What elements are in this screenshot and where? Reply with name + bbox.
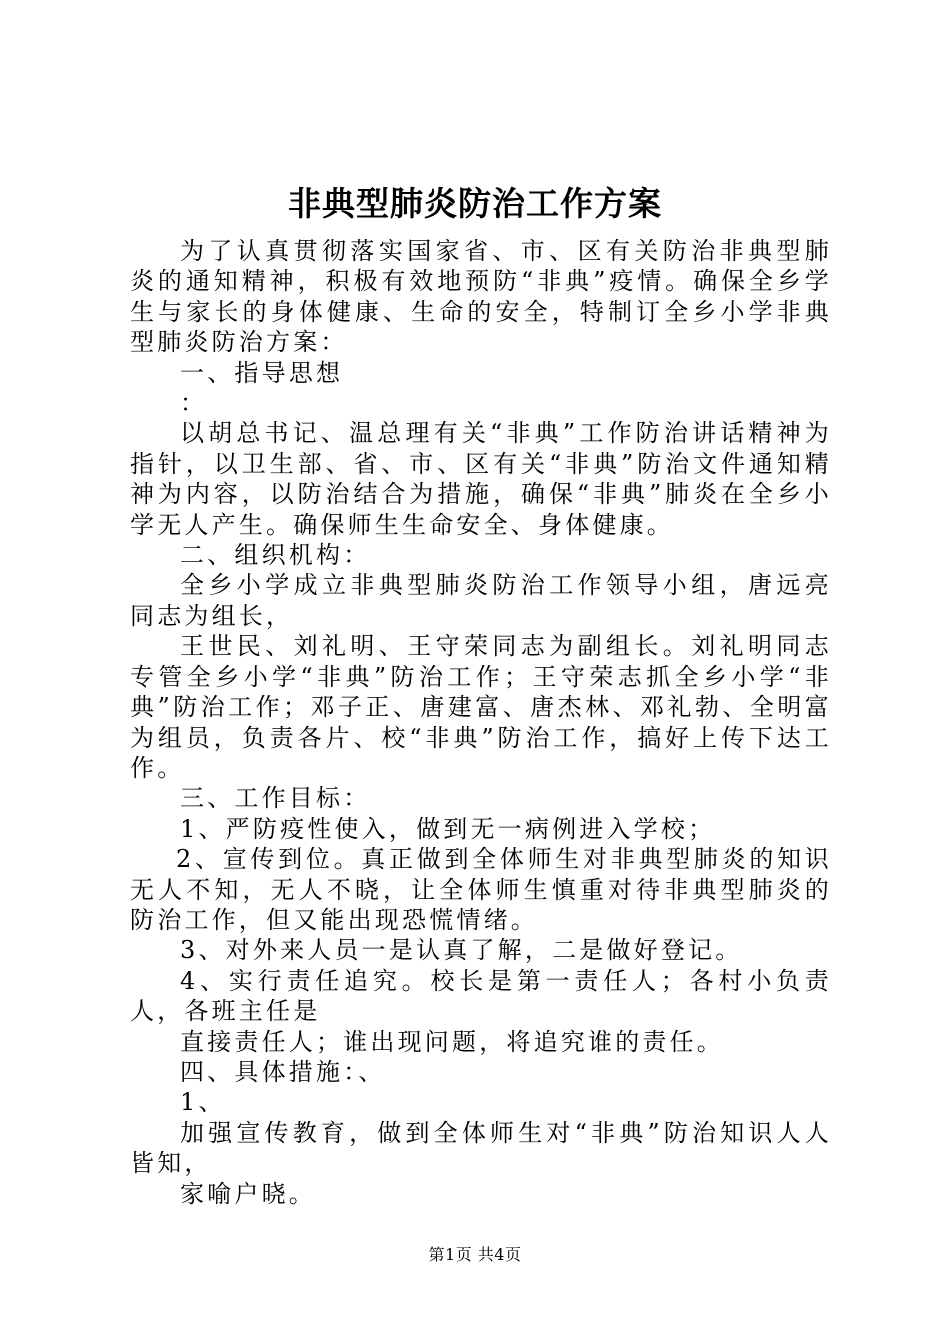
measure-number-1: 1、 [180,1088,226,1117]
paragraph-deputies: 王世民、刘礼明、王守荣同志为副组长。刘礼明同志专管全乡小学“非典”防治工作；王守荣志抓全乡小学“非典”防治工作；邓子正、唐建富、唐杰林、邓礼勃、全明富为组员，负责各片、校“非典”防治工作，搞好上传下达工作。 [130,632,832,782]
goal-item-4-continued: 直接责任人；谁出现问题，将追究谁的责任。 [180,1027,724,1056]
paragraph-colon: ： [180,389,208,418]
measure-item-1: 加强宣传教育，做到全体师生对“非典”防治知识人人皆知， [130,1118,832,1178]
paragraph-leader: 全乡小学成立非典型肺炎防治工作领导小组，唐远亮同志为组长， [130,571,832,630]
heading-measures: 四、具体措施：、 [180,1057,386,1086]
paragraph-guiding-content: 以胡总书记、温总理有关“非典”工作防治讲话精神为指针，以卫生部、省、市、区有关“非典”防治文件通知精神为内容，以防治结合为措施，确保“非典”肺炎在全乡小学无人产生。确保师生生命安全、身体健康。 [130,419,832,539]
measure-item-1-continued: 家喻户晓。 [180,1179,316,1208]
document-title: 非典型肺炎防治工作方案 [288,184,662,223]
goal-item-3: 3、对外来人员一是认真了解，二是做好登记。 [180,936,743,965]
goal-item-1: 1、严防疫性使入，做到无一病例进入学校； [180,814,716,843]
heading-work-goals: 三、工作目标： [180,784,371,813]
goal-item-2: 2、宣传到位。真正做到全体师生对非典型肺炎的知识无人不知，无人不晓，让全体师生慎重对待非典型肺炎的防治工作，但又能出现恐慌情绪。 [130,845,832,934]
heading-guiding-ideology: 一、指导思想 [180,358,344,387]
paragraph-intro: 为了认真贯彻落实国家省、市、区有关防治非典型肺炎的通知精神，积极有效地预防“非典”疫情。确保全乡学生与家长的身体健康、生命的安全，特制订全乡小学非典型肺炎防治方案： [130,237,832,357]
heading-organization: 二、组织机构： [180,541,371,570]
document-body [130,236,832,1209]
goal-item-4: 4、实行责任追究。校长是第一责任人；各村小负责人，各班主任是 [130,966,832,1026]
page-footer: 第1页 共4页 [428,1245,522,1264]
